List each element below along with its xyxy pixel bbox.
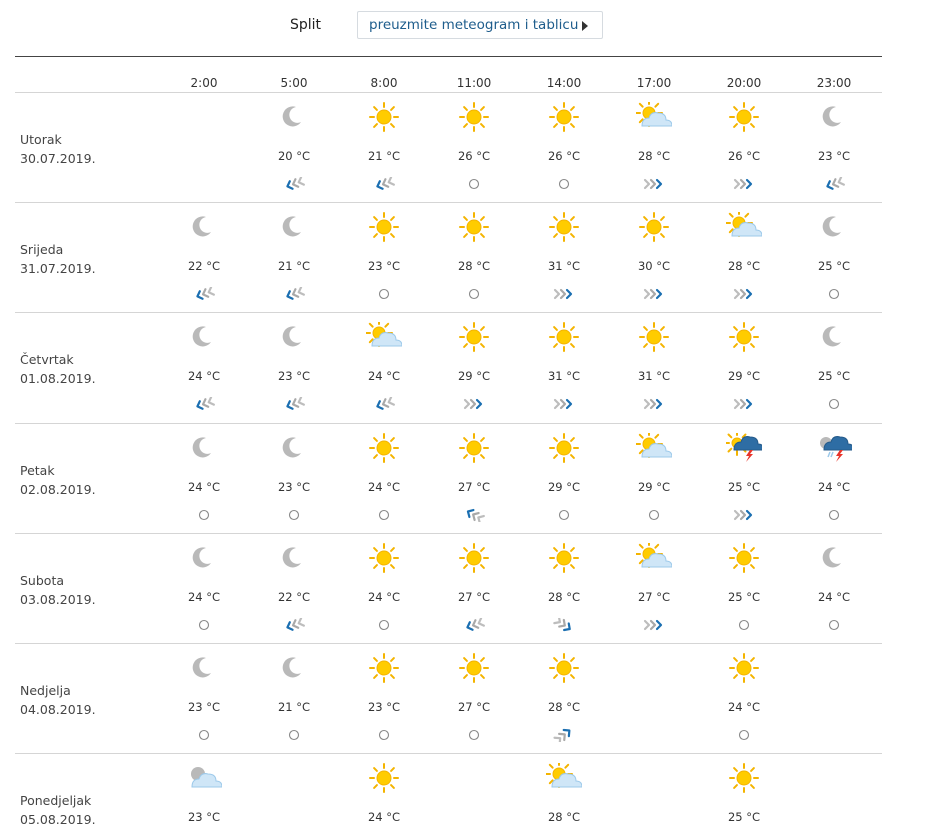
moon-icon (276, 102, 312, 132)
temperature-value: 20 °C (277, 149, 311, 163)
forecast-cell (636, 543, 672, 632)
temperature-value: 30 °C (637, 259, 671, 273)
wind-direction-icon (282, 618, 306, 632)
sun-icon (726, 653, 762, 683)
row-divider (15, 312, 882, 313)
day-name: Subota (20, 573, 65, 588)
forecast-cell (276, 212, 312, 301)
temperature-value: 24 °C (367, 480, 401, 494)
sun-icon (726, 763, 762, 793)
sun-storm-icon (726, 433, 762, 463)
hour-header: 20:00 (726, 76, 762, 90)
wind-direction-icon (732, 177, 756, 191)
wind-direction-icon (732, 508, 756, 522)
city-name: Split (290, 17, 322, 33)
calm-wind-icon (282, 728, 306, 742)
forecast-cell (276, 543, 312, 632)
wind-direction-icon (642, 287, 666, 301)
wind-direction-icon (642, 618, 666, 632)
temperature-value: 29 °C (727, 369, 761, 383)
forecast-cell (816, 543, 852, 632)
forecast-cell (456, 433, 492, 522)
temperature-value: 22 °C (277, 590, 311, 604)
moon-icon (816, 102, 852, 132)
wind-direction-icon (642, 177, 666, 191)
forecast-cell (636, 102, 672, 191)
sun-cloud-icon (546, 763, 582, 793)
wind-direction-icon (192, 397, 216, 411)
forecast-cell (546, 653, 582, 742)
moon-icon (816, 543, 852, 573)
calm-wind-icon (192, 728, 216, 742)
temperature-value: 29 °C (547, 480, 581, 494)
temperature-value: 21 °C (367, 149, 401, 163)
wind-direction-icon (642, 397, 666, 411)
temperature-value: 28 °C (547, 700, 581, 714)
calm-wind-icon (192, 508, 216, 522)
temperature-value: 23 °C (817, 149, 851, 163)
temperature-value: 24 °C (187, 369, 221, 383)
svg-text:★: ★ (840, 559, 845, 565)
forecast-cell (276, 322, 312, 411)
forecast-cell (366, 102, 402, 191)
forecast-cell (276, 433, 312, 522)
forecast-cell (366, 433, 402, 522)
wind-direction-icon (822, 177, 846, 191)
temperature-value: 25 °C (727, 480, 761, 494)
moon-icon (186, 322, 222, 352)
forecast-cell (726, 102, 762, 191)
temperature-value: 31 °C (637, 369, 671, 383)
calm-wind-icon (822, 397, 846, 411)
temperature-value: 23 °C (367, 700, 401, 714)
day-name: Srijeda (20, 242, 64, 257)
calm-wind-icon (732, 728, 756, 742)
moon-storm-icon (816, 433, 852, 463)
wind-direction-icon (462, 397, 486, 411)
calm-wind-icon (462, 287, 486, 301)
day-name: Nedjelja (20, 683, 71, 698)
caret-right-icon (582, 21, 588, 31)
svg-text:★: ★ (296, 441, 303, 449)
day-name: Utorak (20, 132, 62, 147)
wind-direction-icon (192, 287, 216, 301)
moon-icon (276, 653, 312, 683)
sun-icon (456, 653, 492, 683)
temperature-value: 29 °C (637, 480, 671, 494)
calm-wind-icon (552, 508, 576, 522)
sun-icon (456, 433, 492, 463)
svg-text:★: ★ (300, 118, 305, 124)
row-divider (15, 643, 882, 644)
temperature-value: 24 °C (367, 369, 401, 383)
day-name: Četvrtak (20, 352, 74, 367)
sun-icon (546, 543, 582, 573)
temperature-value: 23 °C (187, 810, 221, 824)
svg-text:★: ★ (300, 669, 305, 675)
moon-icon (816, 212, 852, 242)
temperature-value: 28 °C (457, 259, 491, 273)
sun-icon (726, 322, 762, 352)
svg-text:★: ★ (300, 449, 305, 455)
calm-wind-icon (642, 508, 666, 522)
forecast-cell (636, 433, 672, 522)
wind-direction-icon (732, 287, 756, 301)
sun-icon (456, 102, 492, 132)
forecast-cell (546, 543, 582, 632)
forecast-cell (186, 763, 222, 824)
forecast-cell (276, 102, 312, 191)
hour-header: 23:00 (816, 76, 852, 90)
temperature-value: 27 °C (457, 700, 491, 714)
hour-header: 8:00 (370, 76, 398, 90)
svg-text:★: ★ (300, 338, 305, 344)
forecast-cell (366, 212, 402, 301)
forecast-cell (366, 763, 402, 824)
temperature-value: 25 °C (727, 810, 761, 824)
svg-text:★: ★ (300, 559, 305, 565)
calm-wind-icon (192, 618, 216, 632)
sun-icon (366, 212, 402, 242)
forecast-cell (546, 322, 582, 411)
temperature-value: 25 °C (817, 259, 851, 273)
temperature-value: 25 °C (727, 590, 761, 604)
day-name: Petak (20, 463, 55, 478)
calm-wind-icon (282, 508, 306, 522)
sun-icon (726, 543, 762, 573)
sun-icon (456, 322, 492, 352)
forecast-cell (186, 212, 222, 301)
moon-icon (816, 322, 852, 352)
calm-wind-icon (372, 287, 396, 301)
temperature-value: 21 °C (277, 259, 311, 273)
forecast-cell (726, 653, 762, 742)
temperature-value: 24 °C (727, 700, 761, 714)
wind-direction-icon (462, 508, 486, 522)
header-divider (15, 56, 882, 57)
svg-text:★: ★ (206, 551, 213, 559)
calm-wind-icon (822, 508, 846, 522)
svg-text:★: ★ (296, 551, 303, 559)
moon-icon (186, 433, 222, 463)
moon-icon (276, 433, 312, 463)
temperature-value: 31 °C (547, 369, 581, 383)
forecast-cell (186, 433, 222, 522)
svg-text:★: ★ (296, 330, 303, 338)
sun-icon (456, 212, 492, 242)
forecast-cell (366, 322, 402, 411)
forecast-cell (816, 102, 852, 191)
wind-direction-icon (462, 618, 486, 632)
svg-text:★: ★ (296, 661, 303, 669)
forecast-cell (186, 543, 222, 632)
wind-direction-icon (552, 618, 576, 632)
calm-wind-icon (372, 728, 396, 742)
forecast-cell (726, 763, 762, 824)
hour-header: 17:00 (636, 76, 672, 90)
hour-header: 2:00 (190, 76, 218, 90)
temperature-value: 24 °C (367, 810, 401, 824)
row-divider (15, 753, 882, 754)
svg-text:★: ★ (296, 220, 303, 228)
temperature-value: 23 °C (187, 700, 221, 714)
moon-icon (276, 322, 312, 352)
wind-direction-icon (282, 287, 306, 301)
forecast-cell (726, 543, 762, 632)
sun-cloud-icon (636, 433, 672, 463)
temperature-value: 26 °C (727, 149, 761, 163)
row-divider (15, 92, 882, 93)
sun-icon (366, 102, 402, 132)
temperature-value: 26 °C (547, 149, 581, 163)
forecast-cell (546, 212, 582, 301)
sun-icon (546, 653, 582, 683)
temperature-value: 27 °C (457, 480, 491, 494)
temperature-value: 26 °C (457, 149, 491, 163)
moon-icon (276, 212, 312, 242)
temperature-value: 25 °C (817, 369, 851, 383)
forecast-cell (636, 212, 672, 301)
calm-wind-icon (462, 177, 486, 191)
svg-text:★: ★ (206, 441, 213, 449)
temperature-value: 28 °C (547, 590, 581, 604)
sun-icon (726, 102, 762, 132)
temperature-value: 31 °C (547, 259, 581, 273)
svg-text:★: ★ (836, 110, 843, 118)
day-date: 31.07.2019. (20, 261, 96, 276)
forecast-cell (456, 212, 492, 301)
calm-wind-icon (462, 728, 486, 742)
sun-icon (456, 543, 492, 573)
svg-text:★: ★ (206, 661, 213, 669)
forecast-cell (186, 653, 222, 742)
row-divider (15, 533, 882, 534)
temperature-value: 28 °C (547, 810, 581, 824)
temperature-value: 28 °C (727, 259, 761, 273)
sun-icon (546, 433, 582, 463)
temperature-value: 24 °C (817, 590, 851, 604)
forecast-cell (366, 653, 402, 742)
temperature-value: 24 °C (187, 590, 221, 604)
sun-icon (366, 543, 402, 573)
temperature-value: 21 °C (277, 700, 311, 714)
svg-text:★: ★ (300, 228, 305, 234)
svg-text:★: ★ (836, 551, 843, 559)
wind-direction-icon (552, 728, 576, 742)
sun-icon (636, 212, 672, 242)
wind-direction-icon (372, 397, 396, 411)
calm-wind-icon (552, 177, 576, 191)
day-name: Ponedjeljak (20, 793, 92, 808)
wind-direction-icon (552, 287, 576, 301)
download-label: preuzmite meteogram i tablicu (369, 17, 579, 33)
sun-cloud-icon (726, 212, 762, 242)
wind-direction-icon (282, 177, 306, 191)
svg-text:★: ★ (210, 449, 215, 455)
temperature-value: 23 °C (277, 369, 311, 383)
temperature-value: 27 °C (457, 590, 491, 604)
row-divider (15, 423, 882, 424)
temperature-value: 24 °C (187, 480, 221, 494)
sun-icon (366, 763, 402, 793)
wind-direction-icon (372, 177, 396, 191)
forecast-cell (726, 322, 762, 411)
sun-icon (366, 653, 402, 683)
hour-header: 5:00 (280, 76, 308, 90)
svg-text:★: ★ (210, 559, 215, 565)
forecast-cell (816, 433, 852, 522)
wind-direction-icon (552, 397, 576, 411)
sun-icon (366, 433, 402, 463)
wind-direction-icon (732, 397, 756, 411)
forecast-cell (276, 653, 312, 742)
svg-text:★: ★ (296, 110, 303, 118)
calm-wind-icon (372, 508, 396, 522)
temperature-value: 22 °C (187, 259, 221, 273)
day-date: 02.08.2019. (20, 482, 96, 497)
wind-direction-icon (282, 397, 306, 411)
svg-text:★: ★ (210, 228, 215, 234)
temperature-value: 23 °C (367, 259, 401, 273)
calm-wind-icon (372, 618, 396, 632)
moon-icon (186, 653, 222, 683)
forecast-cell (726, 433, 762, 522)
svg-text:★: ★ (840, 118, 845, 124)
temperature-value: 28 °C (637, 149, 671, 163)
sun-icon (546, 212, 582, 242)
moon-icon (186, 543, 222, 573)
sun-cloud-icon (636, 102, 672, 132)
forecast-cell (186, 322, 222, 411)
svg-text:★: ★ (206, 220, 213, 228)
forecast-cell (366, 543, 402, 632)
moon-icon (276, 543, 312, 573)
svg-text:★: ★ (210, 669, 215, 675)
calm-wind-icon (822, 618, 846, 632)
svg-text:★: ★ (206, 330, 213, 338)
calm-wind-icon (732, 618, 756, 632)
temperature-value: 23 °C (277, 480, 311, 494)
sun-icon (636, 322, 672, 352)
download-meteogram-button[interactable] (357, 11, 603, 39)
day-date: 03.08.2019. (20, 592, 96, 607)
svg-text:★: ★ (840, 338, 845, 344)
forecast-cell (546, 433, 582, 522)
sun-icon (546, 102, 582, 132)
day-date: 05.08.2019. (20, 812, 96, 827)
moon-icon (186, 212, 222, 242)
day-date: 30.07.2019. (20, 151, 96, 166)
forecast-cell (816, 212, 852, 301)
sun-icon (546, 322, 582, 352)
hour-header: 11:00 (456, 76, 492, 90)
forecast-cell (546, 102, 582, 191)
svg-text:★: ★ (836, 330, 843, 338)
moon-cloud-icon (186, 763, 222, 793)
temperature-value: 24 °C (367, 590, 401, 604)
sun-cloud-icon (636, 543, 672, 573)
sun-cloud-icon (366, 322, 402, 352)
forecast-cell (726, 212, 762, 301)
forecast-cell (456, 543, 492, 632)
forecast-cell (816, 322, 852, 411)
temperature-value: 27 °C (637, 590, 671, 604)
hour-header: 14:00 (546, 76, 582, 90)
forecast-cell (456, 102, 492, 191)
day-date: 01.08.2019. (20, 371, 96, 386)
forecast-cell (456, 653, 492, 742)
svg-text:★: ★ (840, 228, 845, 234)
temperature-value: 24 °C (817, 480, 851, 494)
forecast-cell (636, 322, 672, 411)
temperature-value: 29 °C (457, 369, 491, 383)
calm-wind-icon (822, 287, 846, 301)
forecast-cell (456, 322, 492, 411)
day-date: 04.08.2019. (20, 702, 96, 717)
row-divider (15, 202, 882, 203)
forecast-cell (546, 763, 582, 824)
svg-text:★: ★ (836, 220, 843, 228)
svg-text:★: ★ (210, 338, 215, 344)
